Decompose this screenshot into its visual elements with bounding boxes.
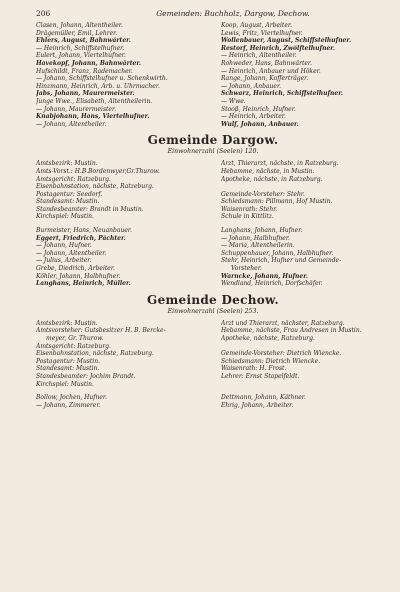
running-title: Gemeinden: Buchholz, Dargow, Dechow.: [156, 9, 310, 18]
directory-entry: Postagentur: Mustin.: [36, 357, 100, 365]
dechow-residents: [36, 394, 390, 409]
directory-entry: Wendland, Heinrich, Dorfschäfer.: [221, 280, 323, 288]
directory-entry: Jabs, Johann, Maurermeister.: [36, 90, 135, 98]
directory-entry: Eisenbahnstation, nächste, Ratzeburg.: [36, 183, 154, 191]
right-column: [213, 394, 390, 409]
buchholz-residents: [36, 22, 390, 128]
directory-entry: Waisenrath: Stehr.: [221, 205, 278, 213]
directory-entry: Amtsbezirk: Mustin.: [36, 319, 98, 327]
dargow-residents: [36, 227, 390, 288]
directory-entry: Lehrer: Ernst Stapelfeldt.: [221, 372, 300, 380]
directory-entry: Range, Johann, Kofferträger.: [221, 75, 309, 83]
directory-entry: Schiedsmann: Dietrich Wiencke.: [221, 357, 321, 365]
section-title-dargow: Gemeinde Dargow.: [147, 133, 279, 148]
directory-entry: Schiedsmann: Pillmann, Hof Mustin.: [221, 198, 333, 206]
dargow-officials: [36, 160, 390, 221]
directory-entry: Eggert, Friedrich, Pächter.: [36, 234, 126, 242]
directory-entry: Eisenbahnstation, nächste, Ratzeburg.: [36, 350, 154, 358]
directory-entry: Amts-Vorst.: H.B.Bordenwyer,Gr.Thurow.: [36, 167, 160, 175]
directory-entry: — Johann, Maurermeister.: [36, 105, 117, 113]
directory-entry: Arzt, Thierarzt, nächste, in Ratzeburg.: [221, 160, 339, 168]
right-column: [213, 22, 390, 128]
directory-entry: Standesamt: Mustin.: [36, 365, 100, 373]
directory-entry: — Maria, Altentheilerin.: [221, 242, 295, 250]
directory-entry: Clasen, Johann, Altentheiler.: [36, 22, 123, 29]
directory-entry: Amtsbezirk: Mustin.: [36, 160, 98, 168]
right-column: [213, 160, 390, 221]
directory-entry: Koop, August, Arbeiter.: [221, 22, 292, 29]
directory-entry: Amtsvorsteher: Gutsbesitzer H. B. Bercke-: [36, 327, 166, 335]
directory-entry: Hebamme, nächste, in Mustin.: [221, 167, 315, 175]
directory-entry: Stooß, Heinrich, Hufner.: [221, 105, 296, 113]
directory-entry: Hufschildt, Franz, Rademacher.: [36, 67, 133, 75]
directory-entry: Drägemüller, Emil, Lehrer.: [36, 29, 118, 37]
directory-entry: — Julius, Arbeiter.: [36, 257, 92, 265]
directory-entry: — Heinrich, Schiffstelhufner.: [36, 44, 125, 52]
directory-entry: Köhler, Johann, Halbhufner.: [36, 272, 121, 280]
directory-entry: Kirchspiel: Mustin.: [36, 213, 94, 221]
directory-entry: Schwarz, Heinrich, Schiffstelhufner.: [221, 90, 343, 98]
directory-entry: — Heinrich, Anbauer und Höker.: [221, 67, 321, 75]
directory-entry: Dettmann, Johann, Käthner.: [221, 394, 306, 402]
section-subtitle-dechow: Einwohnerzahl (Seelen) 253.: [167, 307, 259, 315]
directory-entry: Wulf, Johann, Anbauer.: [221, 120, 299, 128]
directory-entry: — Heinrich, Altentheiler.: [221, 52, 297, 60]
directory-entry: Kirchspiel: Mustin.: [36, 380, 94, 388]
directory-entry: — Johann, Altentheiler.: [36, 120, 107, 128]
directory-entry: — Johann, Anbauer.: [221, 82, 282, 90]
section-subtitle-dargow: Einwohnerzahl (Seelen) 120.: [167, 148, 259, 156]
right-column: [213, 320, 390, 388]
directory-entry: Apotheke, nächste, in Ratzeburg.: [221, 175, 323, 183]
directory-entry: Rohweder, Hans, Bahnwärter.: [221, 59, 313, 67]
directory-entry: Restorf, Heinrich, Zwölftelhufner.: [221, 44, 335, 52]
directory-entry: Vorsteher.: [231, 265, 262, 273]
left-column: [36, 160, 213, 221]
directory-entry: Amtsgericht: Ratzeburg.: [36, 175, 111, 183]
directory-entry: Apotheke, nächste, Ratzeburg.: [221, 335, 315, 342]
directory-entry: Standesamt: Mustin.: [36, 198, 100, 206]
directory-entry: Knabjohann, Hans, Viertelhufner.: [36, 113, 150, 121]
directory-entry: Lewis, Fritz, Viertelhufner.: [221, 29, 303, 37]
directory-entry: — Johann, Zimmerer.: [36, 401, 101, 409]
directory-entry: Amtsgericht: Ratzeburg.: [36, 342, 111, 350]
directory-entry: Ehrig, Johann, Arbeiter.: [221, 401, 294, 409]
directory-entry: Waisenrath: H. Frost.: [221, 365, 287, 373]
directory-entry: Schuppenhauer, Johann, Halbhufner.: [221, 249, 334, 257]
right-column: [213, 227, 390, 288]
directory-entry: Junge Wwe., Elisabeth, Altentheilerin.: [36, 97, 153, 105]
directory-entry: Wollenbauer, August, Schiffstelhufner.: [221, 37, 352, 45]
directory-entry: Standesbeamter: Brandt in Mustin.: [36, 205, 144, 213]
directory-entry: Grebe, Diedrich, Arbeiter.: [36, 265, 115, 273]
directory-entry: Hebamme, nächste, Frau Andresen in Mustin.: [221, 327, 362, 335]
directory-entry: Burmeister, Hans, Neuanbauer.: [36, 227, 132, 235]
directory-entry: Langhans, Heinrich, Müller.: [36, 280, 131, 288]
left-column: [36, 320, 213, 388]
directory-entry: — Wwe.: [221, 97, 246, 105]
left-column: [36, 22, 213, 128]
directory-entry: [221, 343, 390, 351]
directory-entry: Stehr, Heinrich, Hufner und Gemeinde-: [221, 257, 342, 265]
directory-entry: — Johann, Halbhufner.: [221, 234, 290, 242]
directory-entry: Bollow, Jochen, Hufner.: [36, 394, 108, 402]
section-title-dechow: Gemeinde Dechow.: [147, 292, 279, 307]
directory-entry: — Johann, Altentheiler.: [36, 249, 107, 257]
dechow-officials: [36, 320, 390, 388]
directory-entry: Langhans, Johann, Hufner.: [221, 227, 303, 235]
directory-entry: — Heinrich, Arbeiter.: [221, 113, 286, 121]
directory-entry: Hinzmann, Heinrich, Arb. u. Uhrmacher.: [36, 82, 160, 90]
directory-entry: Schule in Kittlitz.: [221, 213, 274, 221]
directory-entry: Postagentur: Seedorf.: [36, 190, 103, 198]
directory-entry: Warncke, Johann, Hufner.: [221, 272, 308, 280]
page-header: [36, 9, 390, 18]
directory-entry: Gemeinde-Vorsteher: Stehr.: [221, 190, 305, 198]
directory-entry: Arzt und Thierarzt, nächster, Ratzeburg.: [221, 319, 345, 327]
left-column: [36, 227, 213, 288]
directory-entry: Ehlers, August, Bahnwärter.: [36, 37, 131, 45]
directory-entry: [221, 183, 390, 191]
directory-entry: meyer, Gr. Thurow.: [46, 335, 104, 342]
directory-entry: Havekopf, Johann, Bahnwärter.: [36, 59, 142, 67]
page-number: 206: [36, 9, 51, 18]
left-column: [36, 394, 213, 409]
directory-entry: — Johann, Schiffstelhufner u. Schenkwirth.: [36, 75, 168, 83]
directory-entry: — Johann, Hufner.: [36, 242, 92, 250]
directory-entry: Gemeinde-Vorsteher: Dietrich Wiencke.: [221, 350, 342, 358]
directory-entry: Eulert, Johann, Viertelhufner.: [36, 52, 126, 60]
directory-entry: Standesbeamter: Jochim Brandt.: [36, 372, 136, 380]
